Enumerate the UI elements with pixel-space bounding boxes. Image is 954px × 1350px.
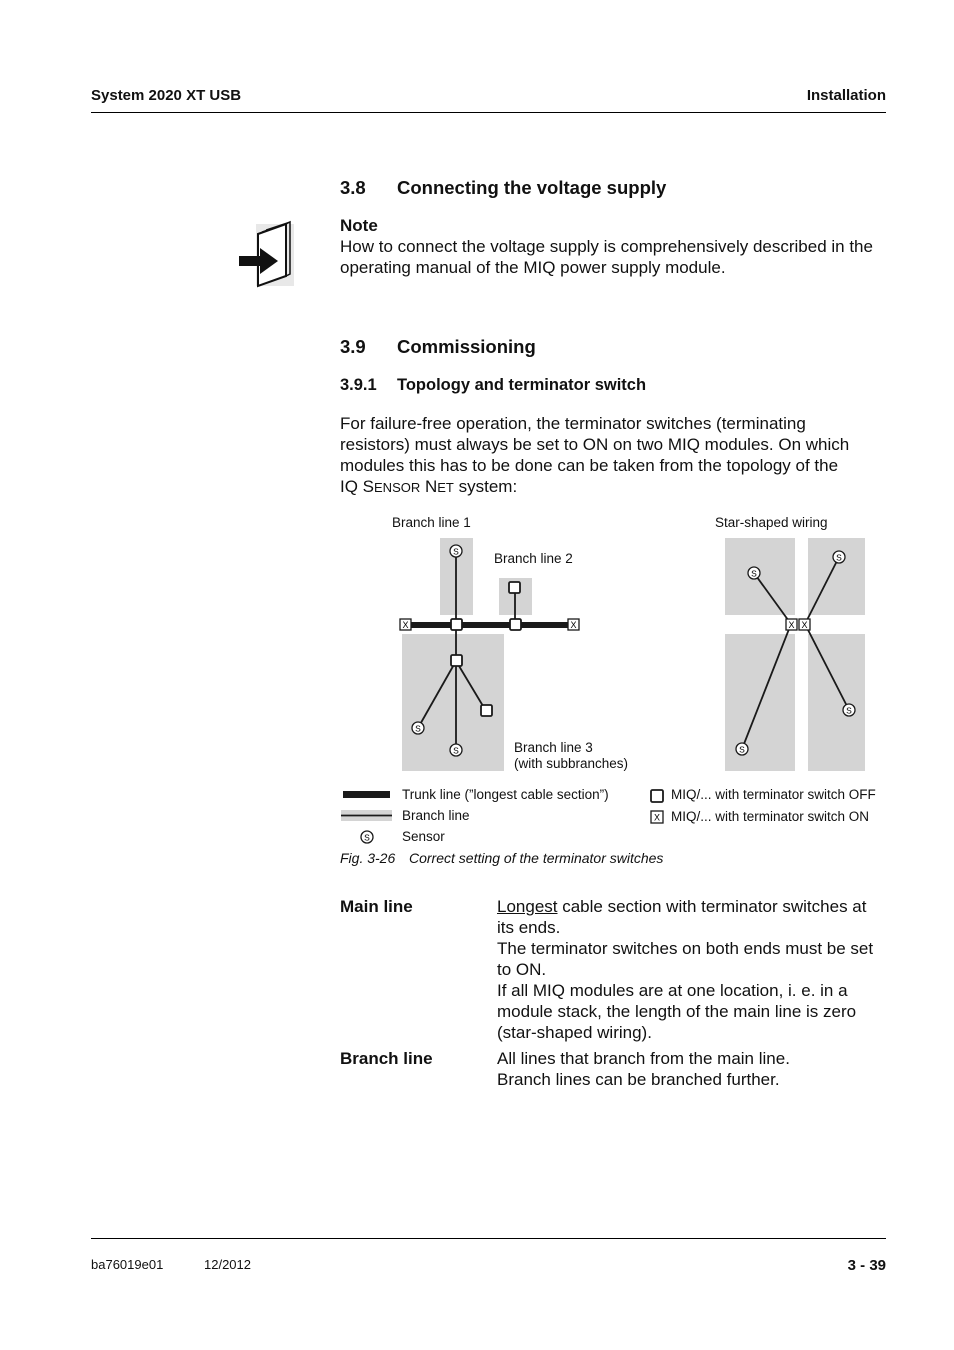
label-star-shaped-wiring: Star-shaped wiring bbox=[715, 515, 828, 530]
header-doc-title: System 2020 XT USB bbox=[91, 87, 242, 104]
term-on-glyph: X bbox=[570, 620, 577, 630]
footer-doc-number: ba76019e01 bbox=[91, 1257, 164, 1272]
section-3-8-title: Connecting the voltage supply bbox=[397, 177, 667, 198]
section-3-9-1-number: 3.9.1 bbox=[340, 376, 377, 394]
def-main-line2: The terminator switches on both ends must be set to ON. bbox=[497, 939, 874, 979]
figure-caption-number: Fig. 3-26 bbox=[340, 850, 396, 866]
note-title: Note bbox=[340, 216, 378, 235]
sensor-glyph: S bbox=[846, 705, 852, 716]
def-branch-line1: All lines that branch from the main line. bbox=[497, 1049, 790, 1068]
footer-date: 12/2012 bbox=[204, 1257, 251, 1272]
label-with-subbranches: (with subbranches) bbox=[514, 756, 629, 771]
def-branch-line-desc bbox=[497, 1048, 882, 1090]
def-main-line3: If all MIQ modules are at one location, i. e. in a module stack, the length of the main line is zero (star-shaped wiring). bbox=[497, 981, 857, 1042]
star-area-bottom-right bbox=[808, 634, 865, 771]
intro-net-rest: ET bbox=[437, 480, 454, 495]
legend-miq-off-text: MIQ/... with terminator switch OFF bbox=[671, 787, 876, 802]
header-chapter: Installation bbox=[806, 87, 886, 104]
legend-trunk-swatch bbox=[343, 791, 390, 798]
intro-text: For failure-free operation, the terminator switches (terminating resistors) must always be set to ON on two MIQ modules. On which modules this has to be done can be taken from the topology of the bbox=[340, 414, 850, 475]
star-area-top-left bbox=[725, 538, 795, 615]
def-main-rest: cable section with terminator switches at its ends. bbox=[497, 897, 867, 937]
footer-page-number: 3 - 39 bbox=[847, 1257, 886, 1274]
sensor-glyph: S bbox=[836, 552, 842, 563]
label-branch-line-2: Branch line 2 bbox=[494, 551, 573, 566]
figure-caption-text: Correct setting of the terminator switches bbox=[409, 850, 664, 866]
sensor-glyph: S bbox=[751, 568, 757, 579]
intro-tail: system: bbox=[453, 477, 518, 496]
legend-trunk-text: Trunk line (”longest cable section”) bbox=[402, 787, 609, 802]
intro-sensor-initial: S bbox=[362, 477, 375, 496]
term-on-glyph: X bbox=[788, 620, 795, 630]
legend-miq-on-text: MIQ/... with terminator switch ON bbox=[671, 809, 870, 824]
svg-text:X: X bbox=[653, 812, 661, 823]
def-main-line-desc bbox=[497, 896, 882, 1043]
section-3-9-title: Commissioning bbox=[397, 336, 536, 357]
legend-branch-text: Branch line bbox=[402, 808, 470, 823]
legend-symbols-left bbox=[340, 786, 400, 846]
section-3-8-number: 3.8 bbox=[340, 177, 366, 198]
term-on-glyph: X bbox=[402, 620, 409, 630]
sensor-glyph: S bbox=[415, 723, 421, 734]
def-branch-line-term: Branch line bbox=[340, 1049, 433, 1068]
section-3-9-number: 3.9 bbox=[340, 336, 366, 357]
footer-rule bbox=[91, 1238, 886, 1239]
star-area-top-right bbox=[808, 538, 865, 615]
legend-symbols-right bbox=[648, 787, 668, 827]
note-text: How to connect the voltage supply is comprehensively described in the operating manual of the MIQ power supply module. bbox=[340, 237, 873, 277]
intro-net-initial: N bbox=[424, 477, 438, 496]
legend-miq-off-icon bbox=[651, 790, 663, 802]
label-branch-line-1: Branch line 1 bbox=[392, 515, 471, 530]
def-main-line-term: Main line bbox=[340, 897, 413, 916]
term-on-glyph: X bbox=[801, 620, 808, 630]
legend-sensor-text: Sensor bbox=[402, 829, 445, 844]
svg-text:S: S bbox=[364, 832, 370, 843]
intro-sensor-rest: ENSOR bbox=[374, 480, 421, 495]
sensor-glyph: S bbox=[453, 745, 459, 756]
def-main-underlined: Longest bbox=[497, 897, 558, 916]
intro-iq: IQ bbox=[340, 477, 363, 496]
def-branch-line2: Branch lines can be branched further. bbox=[497, 1070, 780, 1089]
section-3-9-1-title: Topology and terminator switch bbox=[397, 376, 647, 394]
sensor-glyph: S bbox=[739, 744, 745, 755]
label-branch-line-3: Branch line 3 bbox=[514, 740, 593, 755]
sensor-glyph: S bbox=[453, 546, 459, 557]
